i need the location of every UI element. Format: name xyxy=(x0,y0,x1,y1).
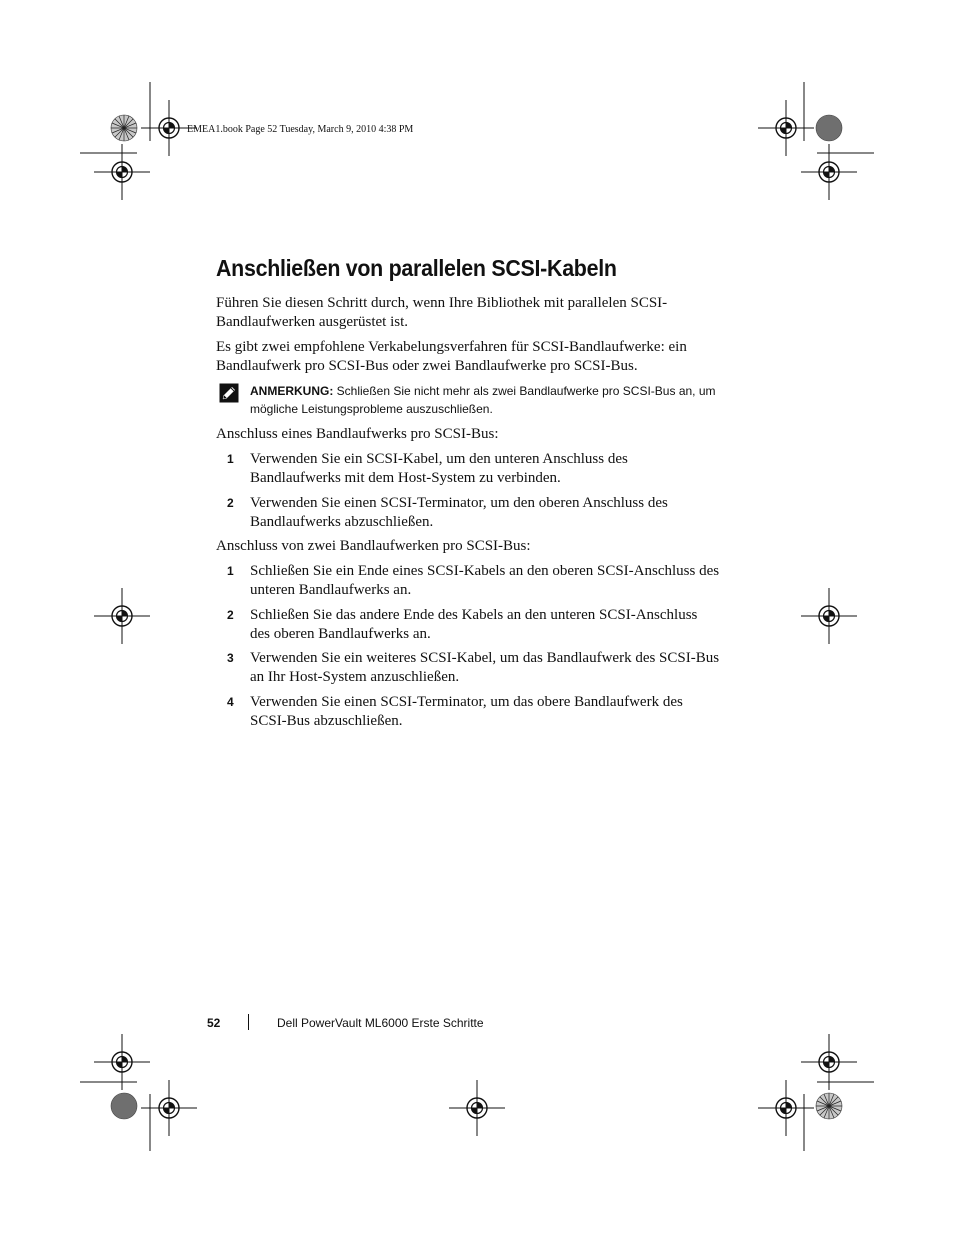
intro-paragraph-1: Führen Sie diesen Schritt durch, wenn Ihre Bibliothek mit parallelen SCSI-Bandlaufwerken ausgerüstet ist. xyxy=(216,295,668,330)
registration-mark-mid-left xyxy=(94,588,150,644)
section2-step-2-number: 2 xyxy=(227,608,234,622)
section2-heading: Anschluss von zwei Bandlaufwerken pro SCSI-Bus: xyxy=(216,538,531,554)
star-target-bottom-right xyxy=(816,1093,842,1119)
section2-step-3-text: Verwenden Sie ein weiteres SCSI-Kabel, um das Bandlaufwerk des SCSI-Bus an Ihr Host-System anzuschließen. xyxy=(250,650,720,685)
section2-step-3-number: 3 xyxy=(227,651,234,665)
footer-title: Dell PowerVault ML6000 Erste Schritte xyxy=(277,1016,484,1030)
intro-paragraph-2: Es gibt zwei empfohlene Verkabelungsverfahren für SCSI-Bandlaufwerke: ein Bandlaufwerk pro SCSI-Bus oder zwei Bandlaufwerke pro SCSI-Bus. xyxy=(216,339,687,374)
section1-step-2-number: 2 xyxy=(227,496,234,510)
note-text: Schließen Sie nicht mehr als zwei Bandlaufwerke pro SCSI-Bus an, um mögliche Leistungsprobleme auszuschließen. xyxy=(250,384,716,416)
section2-step-1-number: 1 xyxy=(227,564,234,578)
star-target-top-left xyxy=(111,115,137,141)
gray-target-top-right xyxy=(816,115,842,141)
registration-mark-mid-right xyxy=(801,588,857,644)
section2-step-4-number: 4 xyxy=(227,695,234,709)
note-block xyxy=(250,383,720,418)
section2-step-4-text: Verwenden Sie einen SCSI-Terminator, um das obere Bandlaufwerk des SCSI-Bus abzuschließen. xyxy=(250,694,683,729)
page-title: Anschließen von parallelen SCSI-Kabeln xyxy=(216,255,617,281)
gray-target-bottom-left xyxy=(111,1093,137,1119)
registration-mark-bottom-center xyxy=(449,1080,505,1136)
registration-mark-bottom-left-2 xyxy=(141,1080,197,1136)
registration-mark-top-left-2 xyxy=(94,144,150,200)
section2-step-2-text: Schließen Sie das andere Ende des Kabels an den unteren SCSI-Anschluss des oberen Bandlaufwerks an. xyxy=(250,607,698,642)
section1-step-2-text: Verwenden Sie einen SCSI-Terminator, um den oberen Anschluss des Bandlaufwerks abzuschließen. xyxy=(250,495,668,530)
note-label: ANMERKUNG: xyxy=(250,384,334,398)
section1-step-1-number: 1 xyxy=(227,452,234,466)
print-slug: EMEA1.book Page 52 Tuesday, March 9, 2010 4:38 PM xyxy=(187,124,414,135)
footer-page-number: 52 xyxy=(207,1016,221,1030)
footer-separator xyxy=(248,1014,249,1030)
registration-mark-top-right-2 xyxy=(801,144,857,200)
registration-mark-top-right-1 xyxy=(758,100,814,156)
registration-mark-bottom-right-2 xyxy=(758,1080,814,1136)
section1-heading: Anschluss eines Bandlaufwerks pro SCSI-Bus: xyxy=(216,426,499,442)
note-pencil-icon xyxy=(219,383,239,403)
section1-step-1-text: Verwenden Sie ein SCSI-Kabel, um den unteren Anschluss des Bandlaufwerks mit dem Host-System zu verbinden. xyxy=(250,451,628,486)
section2-step-1-text: Schließen Sie ein Ende eines SCSI-Kabels an den oberen SCSI-Anschluss des unteren Bandlaufwerks an. xyxy=(250,563,720,598)
